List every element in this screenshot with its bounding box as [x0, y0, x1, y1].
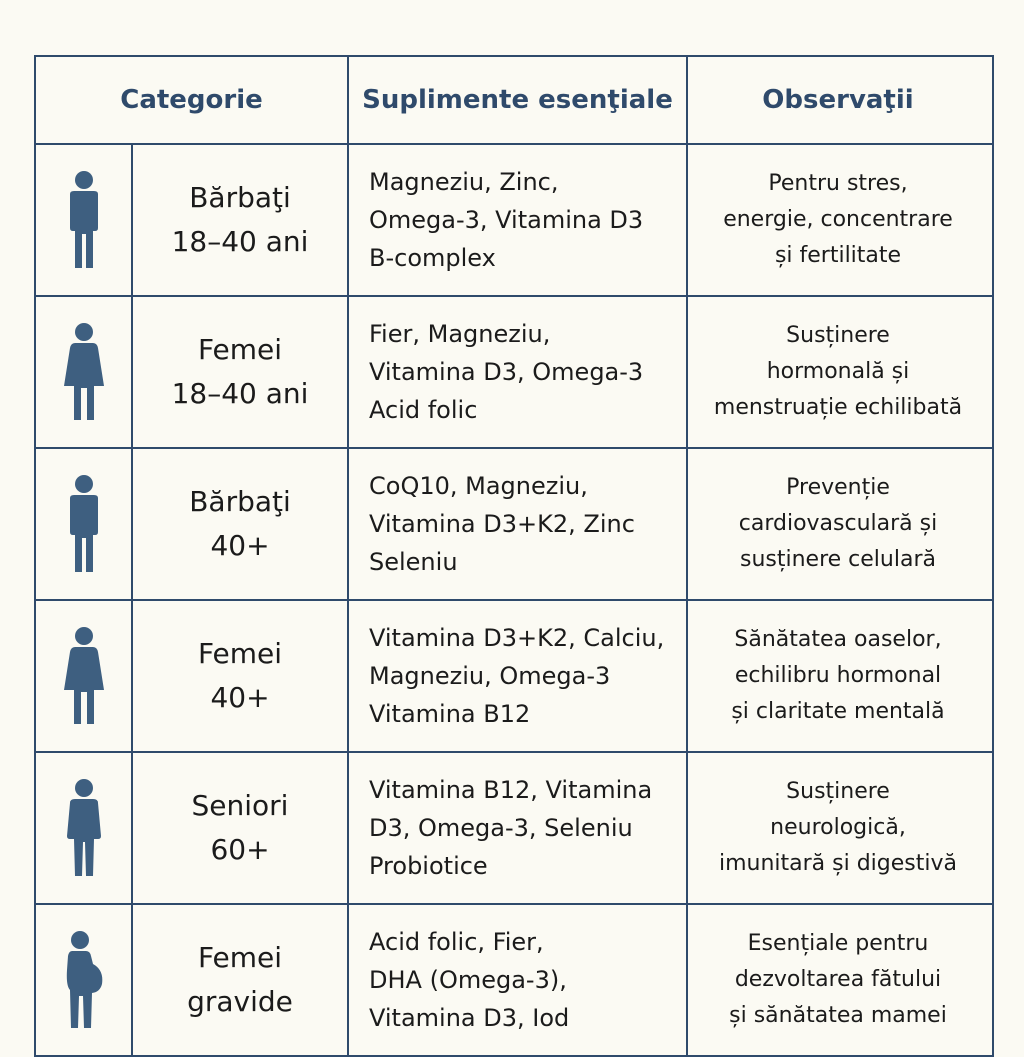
supplements-line: Magneziu, Zinc,: [369, 168, 559, 196]
supplements-cell: [349, 145, 688, 295]
male-icon: [36, 145, 133, 295]
category-cell: [36, 753, 349, 903]
notes-line: Prevenție: [786, 475, 890, 500]
table-row: [36, 601, 992, 753]
notes-line: echilibru hormonal: [734, 663, 942, 688]
header-supplements: Suplimente esenţiale: [349, 57, 688, 143]
supplements-line: B-complex: [369, 244, 496, 272]
notes-line: imunitară și digestivă: [718, 851, 957, 876]
notes-line: cardiovasculară și: [738, 511, 938, 536]
supplements-line: DHA (Omega-3),: [369, 966, 567, 994]
category-name: [133, 753, 347, 903]
category-name-line: Bărbaţi: [189, 181, 291, 214]
supplements-cell: [349, 905, 688, 1055]
supplements-line: Vitamina D3, Omega-3: [369, 358, 644, 386]
supplements-line: Fier, Magneziu,: [369, 320, 551, 348]
notes-line: hormonală și: [766, 359, 910, 384]
table-row: [36, 145, 992, 297]
notes-cell: [688, 905, 988, 1055]
category-name-line: 18–40 ani: [171, 377, 309, 410]
supplements-line: Vitamina D3, Iod: [369, 1004, 570, 1032]
category-cell: [36, 297, 349, 447]
category-name: [133, 905, 347, 1055]
notes-line: Pentru stres,: [768, 171, 908, 196]
category-name-line: Seniori: [191, 789, 289, 822]
header-notes: Observaţii: [762, 85, 914, 115]
supplements-cell: [349, 297, 688, 447]
notes-line: și fertilitate: [774, 243, 902, 268]
notes-line: Susținere: [786, 779, 890, 804]
notes-line: menstruație echilibată: [713, 395, 963, 420]
notes-cell: [688, 297, 988, 447]
supplements-line: Vitamina D3+K2, Zinc: [369, 510, 635, 538]
category-name-line: Femei: [197, 333, 283, 366]
notes-line: Sănătatea oaselor,: [734, 627, 942, 652]
supplements-line: Seleniu: [369, 548, 458, 576]
supplements-cell: [349, 449, 688, 599]
category-name: [133, 297, 347, 447]
notes-cell: [688, 145, 988, 295]
notes-line: și claritate mentală: [731, 699, 945, 724]
table-row: [36, 449, 992, 601]
category-name-line: Femei: [197, 637, 283, 670]
notes-line: neurologică,: [770, 815, 906, 840]
table-row: [36, 297, 992, 449]
notes-line: Susținere: [786, 323, 890, 348]
table-row: [36, 905, 992, 1057]
notes-cell: [688, 753, 988, 903]
table-row: [36, 753, 992, 905]
supplements-line: Vitamina B12: [369, 700, 531, 728]
category-name-line: 18–40 ani: [171, 225, 309, 258]
supplements-cell: [349, 753, 688, 903]
pregnant-icon: [36, 905, 133, 1055]
notes-cell: [688, 601, 988, 751]
senior-icon: [36, 753, 133, 903]
category-name-line: gravide: [187, 985, 293, 1018]
supplements-line: D3, Omega-3, Seleniu: [369, 814, 633, 842]
notes-line: și sănătatea mamei: [729, 1003, 947, 1028]
notes-line: dezvoltarea fătului: [734, 967, 942, 992]
category-name-line: 40+: [210, 681, 270, 714]
category-name: [133, 601, 347, 751]
supplements-line: Vitamina B12, Vitamina: [369, 776, 653, 804]
category-cell: [36, 449, 349, 599]
header-category: Categorie: [36, 57, 349, 143]
supplements-table: [34, 55, 994, 1057]
category-cell: [36, 905, 349, 1055]
notes-line: susținere celulară: [740, 547, 936, 572]
notes-line: Esențiale pentru: [747, 931, 929, 956]
supplements-line: Probiotice: [369, 852, 488, 880]
notes-cell: [688, 449, 988, 599]
category-name-line: Bărbaţi: [189, 485, 291, 518]
supplements-line: Acid folic, Fier,: [369, 928, 544, 956]
category-cell: [36, 601, 349, 751]
category-name-line: Femei: [197, 941, 283, 974]
supplements-line: Magneziu, Omega-3: [369, 662, 611, 690]
supplements-line: Vitamina D3+K2, Calciu,: [369, 624, 665, 652]
female-icon: [36, 297, 133, 447]
notes-line: energie, concentrare: [723, 207, 953, 232]
supplements-line: Omega-3, Vitamina D3: [369, 206, 644, 234]
category-name-line: 60+: [210, 833, 270, 866]
category-cell: [36, 145, 349, 295]
female-icon: [36, 601, 133, 751]
category-name-line: 40+: [210, 529, 270, 562]
supplements-line: CoQ10, Magneziu,: [369, 472, 588, 500]
supplements-cell: [349, 601, 688, 751]
supplements-line: Acid folic: [369, 396, 478, 424]
category-name: [133, 145, 347, 295]
table-header: [36, 57, 992, 145]
category-name: [133, 449, 347, 599]
male-icon: [36, 449, 133, 599]
